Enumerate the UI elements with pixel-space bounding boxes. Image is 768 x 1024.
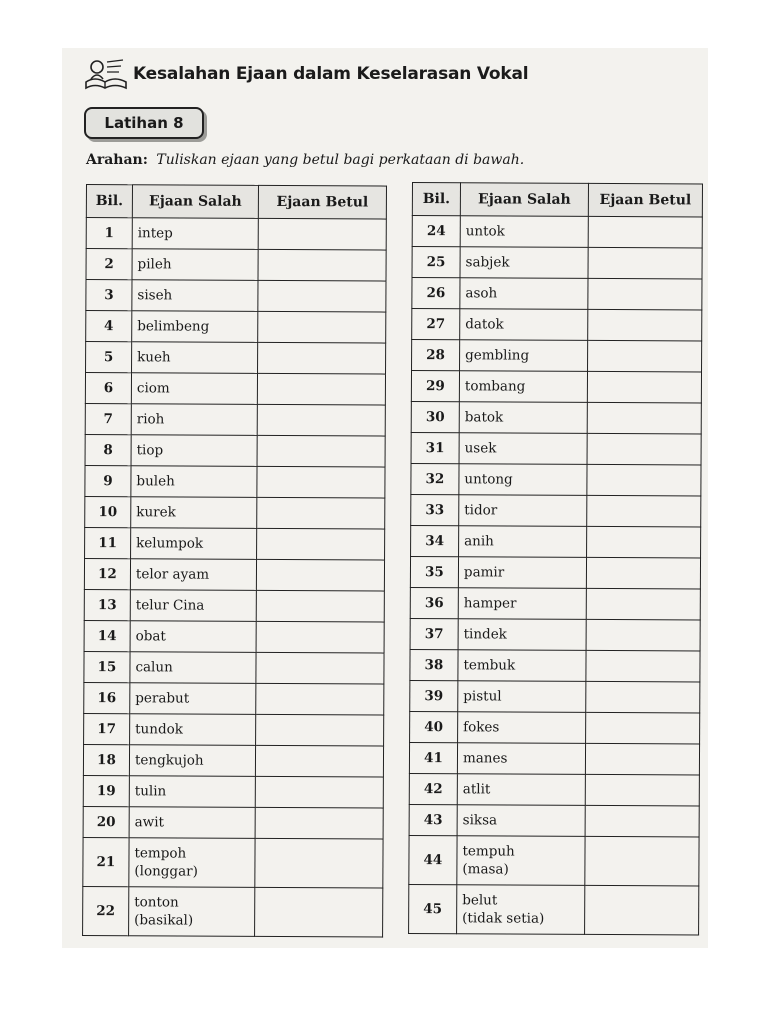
row-number: 2 [86, 249, 132, 280]
table-row [86, 218, 386, 251]
wrong-spelling: untok [465, 223, 505, 240]
table-row [410, 649, 700, 682]
row-number: 45 [409, 884, 457, 933]
wrong-spelling: atlit [462, 781, 491, 798]
wrong-spelling: manes [462, 750, 508, 767]
row-number: 15 [84, 651, 130, 682]
correct-spelling-answer-cell[interactable] [255, 745, 383, 777]
row-number: 36 [410, 587, 458, 618]
spelling-table-left [82, 184, 387, 938]
row-number: 22 [83, 886, 129, 935]
table-row [411, 463, 701, 496]
header-ejaan-salah: Ejaan Salah [132, 185, 258, 219]
row-number: 40 [410, 711, 458, 742]
wrong-spelling-cell [459, 526, 587, 558]
wrong-spelling-cell [129, 807, 255, 839]
table-row [85, 496, 385, 529]
table-row [410, 680, 700, 713]
wrong-spelling: buleh [136, 473, 175, 490]
table-row [86, 249, 386, 282]
table-row [83, 806, 383, 839]
row-number: 20 [83, 806, 129, 837]
correct-spelling-answer-cell[interactable] [256, 683, 384, 715]
wrong-spelling: telor ayam [135, 566, 210, 583]
table-row [86, 342, 386, 375]
wrong-spelling: tindek [463, 626, 507, 643]
table-row [86, 280, 386, 313]
row-number: 11 [85, 527, 131, 558]
wrong-spelling-cell [130, 559, 256, 591]
correct-spelling-answer-cell[interactable] [587, 464, 701, 496]
row-number: 39 [410, 680, 458, 711]
wrong-spelling: telur Cina [135, 597, 205, 614]
correct-spelling-answer-cell[interactable] [255, 887, 383, 937]
correct-spelling-answer-cell[interactable] [586, 650, 700, 682]
wrong-spelling: belut [462, 892, 498, 909]
correct-spelling-answer-cell[interactable] [257, 435, 385, 467]
wrong-spelling-cell [458, 557, 586, 589]
wrong-spelling-cell [458, 650, 586, 682]
correct-spelling-answer-cell[interactable] [257, 404, 385, 436]
wrong-spelling: asoh [465, 285, 498, 302]
wrong-spelling-cell [131, 404, 257, 436]
wrong-spelling-cell [129, 887, 255, 937]
table-row [410, 587, 700, 620]
table-row [411, 525, 701, 558]
correct-spelling-answer-cell[interactable] [258, 280, 386, 312]
wrong-spelling-cell [459, 371, 587, 403]
correct-spelling-answer-cell[interactable] [586, 712, 700, 744]
row-number: 5 [86, 342, 132, 373]
table-row [411, 432, 701, 465]
wrong-spelling: perabut [135, 690, 190, 707]
wrong-spelling-cell [130, 621, 256, 653]
spelling-table-right [408, 182, 703, 936]
wrong-spelling: pistul [463, 688, 502, 705]
row-number: 16 [84, 682, 130, 713]
row-number: 34 [411, 525, 459, 556]
wrong-spelling: sabjek [465, 254, 510, 271]
table-row [85, 373, 385, 406]
table-row [409, 742, 699, 775]
row-number: 29 [411, 371, 459, 402]
table-row [409, 773, 699, 806]
correct-spelling-answer-cell[interactable] [258, 218, 386, 250]
wrong-spelling: kelumpok [136, 535, 204, 552]
correct-spelling-answer-cell[interactable] [256, 714, 384, 746]
correct-spelling-answer-cell[interactable] [588, 309, 702, 341]
row-number: 21 [83, 837, 129, 886]
table-row [409, 835, 699, 886]
correct-spelling-answer-cell[interactable] [586, 619, 700, 651]
table-row [84, 620, 384, 653]
wrong-spelling-cell [130, 590, 256, 622]
table-row [85, 527, 385, 560]
correct-spelling-answer-cell[interactable] [258, 311, 386, 343]
correct-spelling-answer-cell[interactable] [588, 340, 702, 372]
correct-spelling-answer-cell[interactable] [586, 557, 700, 589]
wrong-spelling: siseh [137, 287, 173, 304]
correct-spelling-answer-cell[interactable] [587, 495, 701, 527]
wrong-spelling: datok [465, 316, 504, 333]
correct-spelling-answer-cell[interactable] [585, 805, 699, 837]
wrong-spelling: hamper [463, 595, 517, 612]
wrong-spelling: belimbeng [137, 318, 210, 335]
row-number: 17 [84, 713, 130, 744]
wrong-spelling: calun [135, 659, 173, 676]
table-row [84, 713, 384, 746]
wrong-spelling-cell [132, 342, 258, 374]
correct-spelling-answer-cell[interactable] [256, 559, 384, 591]
row-number: 25 [412, 247, 460, 278]
wrong-spelling-cell [457, 885, 585, 935]
table-header-row [86, 185, 386, 220]
row-number: 3 [86, 280, 132, 311]
wrong-spelling: kurek [136, 504, 176, 521]
table-header-row [412, 183, 702, 218]
wrong-spelling-cell [458, 619, 586, 651]
table-row [409, 884, 699, 935]
table-row [411, 494, 701, 527]
table-row [412, 340, 702, 373]
wrong-spelling-cell [457, 836, 585, 886]
table-row [85, 434, 385, 467]
correct-spelling-answer-cell[interactable] [257, 528, 385, 560]
wrong-spelling: fokes [463, 719, 500, 736]
wrong-spelling: pamir [463, 564, 505, 581]
row-number: 31 [411, 432, 459, 463]
table-row [411, 401, 701, 434]
row-number: 7 [85, 403, 131, 434]
wrong-spelling-cell [459, 402, 587, 434]
wrong-spelling-cell [460, 278, 588, 310]
row-number: 32 [411, 463, 459, 494]
row-number: 14 [84, 620, 130, 651]
instruction [86, 152, 524, 168]
row-number: 27 [412, 309, 460, 340]
row-number: 42 [409, 773, 457, 804]
wrong-spelling: rioh [136, 411, 165, 428]
word-note: (masa) [462, 861, 509, 878]
correct-spelling-answer-cell[interactable] [587, 371, 701, 403]
wrong-spelling-cell [458, 712, 586, 744]
correct-spelling-answer-cell[interactable] [257, 466, 385, 498]
table-row [410, 556, 700, 589]
wrong-spelling-cell [457, 805, 585, 837]
wrong-spelling: ciom [136, 380, 170, 397]
table-row [411, 371, 701, 404]
table-row [85, 403, 385, 436]
table-row [412, 309, 702, 342]
table-row [84, 589, 384, 622]
row-number: 24 [412, 216, 460, 247]
correct-spelling-answer-cell[interactable] [257, 373, 385, 405]
correct-spelling-answer-cell[interactable] [587, 433, 701, 465]
row-number: 4 [86, 311, 132, 342]
correct-spelling-answer-cell[interactable] [256, 621, 384, 653]
row-number: 18 [83, 744, 129, 775]
exercise-label: Latihan 8 [84, 107, 204, 139]
wrong-spelling: pileh [137, 256, 172, 273]
correct-spelling-answer-cell[interactable] [588, 278, 702, 310]
row-number: 9 [85, 465, 131, 496]
row-number: 6 [85, 373, 131, 404]
table-row [83, 775, 383, 808]
table-row [85, 465, 385, 498]
wrong-spelling-cell [457, 743, 585, 775]
table-row [410, 711, 700, 744]
wrong-spelling: tonton [134, 894, 179, 911]
wrong-spelling: obat [135, 628, 166, 645]
table-row [83, 837, 383, 888]
wrong-spelling-cell [131, 528, 257, 560]
wrong-spelling: siksa [462, 812, 498, 829]
row-number: 28 [412, 340, 460, 371]
row-number: 30 [411, 401, 459, 432]
row-number: 33 [411, 494, 459, 525]
wrong-spelling: anih [464, 533, 494, 550]
header-ejaan-salah: Ejaan Salah [460, 183, 588, 217]
wrong-spelling: untong [464, 471, 513, 488]
row-number: 12 [84, 558, 130, 589]
wrong-spelling: tiop [136, 442, 164, 459]
row-number: 26 [412, 278, 460, 309]
table-row [412, 247, 702, 280]
wrong-spelling: batok [464, 409, 504, 426]
wrong-spelling: tengkujoh [134, 752, 204, 769]
table-row [84, 558, 384, 591]
row-number: 41 [409, 742, 457, 773]
correct-spelling-answer-cell[interactable] [258, 249, 386, 281]
row-number: 13 [84, 589, 130, 620]
word-note: (basikal) [134, 912, 194, 929]
wrong-spelling: tundok [135, 721, 183, 738]
header-ejaan-betul: Ejaan Betul [588, 183, 702, 217]
wrong-spelling-cell [130, 683, 256, 715]
wrong-spelling: intep [137, 225, 173, 242]
correct-spelling-answer-cell[interactable] [258, 342, 386, 374]
correct-spelling-answer-cell[interactable] [588, 216, 702, 248]
wrong-spelling-cell [130, 714, 256, 746]
correct-spelling-answer-cell[interactable] [586, 681, 700, 713]
correct-spelling-answer-cell[interactable] [256, 652, 384, 684]
wrong-spelling-cell [132, 249, 258, 281]
correct-spelling-answer-cell[interactable] [255, 807, 383, 839]
wrong-spelling-cell [131, 466, 257, 498]
wrong-spelling: tulin [134, 783, 167, 800]
correct-spelling-answer-cell[interactable] [587, 526, 701, 558]
row-number: 19 [83, 775, 129, 806]
correct-spelling-answer-cell[interactable] [585, 774, 699, 806]
wrong-spelling-cell [129, 745, 255, 777]
wrong-spelling: tombang [464, 378, 526, 395]
wrong-spelling-cell [459, 433, 587, 465]
correct-spelling-answer-cell[interactable] [587, 402, 701, 434]
wrong-spelling: tempoh [134, 845, 187, 862]
wrong-spelling-cell [460, 340, 588, 372]
wrong-spelling-cell [459, 464, 587, 496]
correct-spelling-answer-cell[interactable] [588, 247, 702, 279]
word-note: (tidak setia) [462, 910, 545, 927]
correct-spelling-answer-cell[interactable] [255, 776, 383, 808]
table-row [412, 278, 702, 311]
table-row [410, 618, 700, 651]
book-reading-icon [83, 56, 129, 92]
wrong-spelling-cell [130, 652, 256, 684]
wrong-spelling-cell [131, 435, 257, 467]
instruction-text: Tuliskan ejaan yang betul bagi perkataan di bawah. [156, 152, 525, 168]
correct-spelling-answer-cell[interactable] [585, 836, 699, 886]
row-number: 37 [410, 618, 458, 649]
wrong-spelling: awit [134, 814, 165, 831]
correct-spelling-answer-cell[interactable] [257, 497, 385, 529]
row-number: 1 [86, 218, 132, 249]
correct-spelling-answer-cell[interactable] [586, 588, 700, 620]
table-row [412, 216, 702, 249]
row-number: 43 [409, 804, 457, 835]
table-row [83, 886, 383, 937]
wrong-spelling-cell [132, 218, 258, 250]
wrong-spelling: tempuh [462, 843, 515, 860]
correct-spelling-answer-cell[interactable] [255, 838, 383, 888]
wrong-spelling: usek [464, 440, 497, 457]
wrong-spelling-cell [457, 774, 585, 806]
header-bil: Bil. [86, 185, 132, 218]
wrong-spelling-cell [132, 280, 258, 312]
table-row [409, 804, 699, 837]
correct-spelling-answer-cell[interactable] [256, 590, 384, 622]
header-bil: Bil. [412, 183, 460, 216]
row-number: 8 [85, 434, 131, 465]
table-row [84, 682, 384, 715]
wrong-spelling-cell [459, 495, 587, 527]
wrong-spelling-cell [458, 681, 586, 713]
table-row [83, 744, 383, 777]
wrong-spelling-cell [129, 838, 255, 888]
wrong-spelling: gembling [465, 347, 530, 364]
table-row [86, 311, 386, 344]
row-number: 35 [410, 556, 458, 587]
wrong-spelling: tembuk [463, 657, 516, 674]
wrong-spelling-cell [129, 776, 255, 808]
wrong-spelling: kueh [137, 349, 171, 366]
wrong-spelling-cell [132, 311, 258, 343]
header-ejaan-betul: Ejaan Betul [258, 185, 386, 219]
wrong-spelling-cell [460, 247, 588, 279]
wrong-spelling: tidor [464, 502, 498, 519]
wrong-spelling-cell [131, 497, 257, 529]
wrong-spelling-cell [460, 216, 588, 248]
page-title: Kesalahan Ejaan dalam Keselarasan Vokal [133, 64, 529, 84]
wrong-spelling-cell [460, 309, 588, 341]
instruction-label: Arahan: [86, 152, 148, 168]
row-number: 38 [410, 649, 458, 680]
correct-spelling-answer-cell[interactable] [585, 885, 699, 935]
row-number: 10 [85, 496, 131, 527]
wrong-spelling-cell [458, 588, 586, 620]
table-row [84, 651, 384, 684]
header [83, 56, 528, 92]
correct-spelling-answer-cell[interactable] [585, 743, 699, 775]
word-note: (longgar) [134, 863, 198, 880]
wrong-spelling-cell [131, 373, 257, 405]
row-number: 44 [409, 835, 457, 884]
